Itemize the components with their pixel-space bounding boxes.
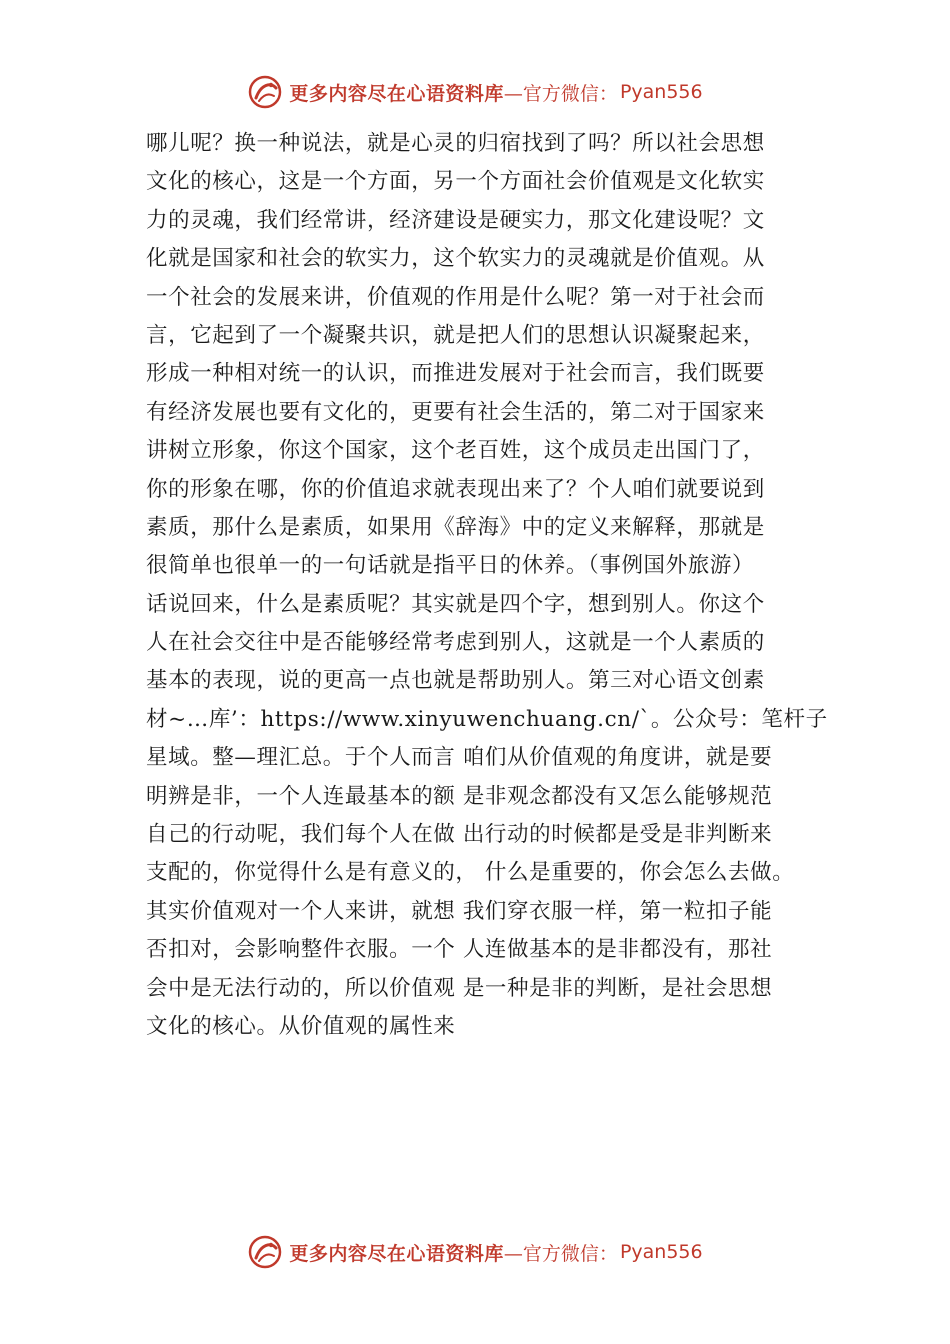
footer-slogan: 更多内容尽在心语资料库 xyxy=(289,1242,504,1265)
text-line: 化就是国家和社会的软实力，这个软实力的灵魂就是价值观。从 xyxy=(146,246,765,272)
text-line: 星域。整—理汇总。于个人而言 咱们从价值观的角度讲，就是要 xyxy=(146,745,773,771)
text-line: 文化的核心，这是一个方面，另一个方面社会价值观是文化软实 xyxy=(146,169,765,195)
text-line: 其实价值观对一个人来讲，就想 我们穿衣服一样，第一粒扣子能 xyxy=(146,898,773,924)
logo-icon xyxy=(247,74,283,110)
text-line: 否扣对，会影响整件衣服。一个 人连做基本的是非都没有，那社 xyxy=(146,937,773,963)
text-line: 基本的表现，说的更高一点也就是帮助别人。第三对心语文创素 xyxy=(146,668,765,694)
text-line: 人在社会交往中是否能够经常考虑到别人，这就是一个人素质的 xyxy=(146,630,765,656)
text-line: 自己的行动呢，我们每个人在做 出行动的时候都是受是非判断来 xyxy=(146,822,773,848)
text-line: 会中是无法行动的，所以价值观 是一种是非的判断，是社会思想 xyxy=(146,975,773,1001)
text-line: 明辨是非，一个人连最基本的额 是非观念都没有又怎么能够规范 xyxy=(146,783,773,809)
text-line: 支配的，你觉得什么是有意义的， 什么是重要的，你会怎么去做。 xyxy=(146,860,795,886)
document-body xyxy=(146,125,846,1046)
header-wechat-id: Pyan556 xyxy=(619,81,703,103)
logo-icon xyxy=(247,1234,283,1270)
text-line: 形成一种相对统一的认识，而推进发展对于社会而言，我们既要 xyxy=(146,361,765,387)
text-line: 讲树立形象，你这个国家，这个老百姓，这个成员走出国门了， xyxy=(146,438,765,464)
text-line: 素质，那什么是素质，如果用《辞海》中的定义来解释，那就是 xyxy=(146,514,765,540)
text-line: 你的形象在哪，你的价值追求就表现出来了？个人咱们就要说到 xyxy=(146,476,765,502)
header-slogan: 更多内容尽在心语资料库 xyxy=(289,82,504,105)
text-line: 很简单也很单一的一句话就是指平日的休养。（事例国外旅游） xyxy=(146,553,755,579)
header-separator: —官方微信： xyxy=(503,82,618,105)
text-line: 一个社会的发展来讲，价值观的作用是什么呢？第一对于社会而 xyxy=(146,284,765,310)
text-line: 文化的核心。从价值观的属性来 xyxy=(146,1013,456,1039)
header-banner xyxy=(0,70,950,114)
text-line: 材~…库’：https://www.xinyuwenchuang.cn/`。公众号：笔杆子 xyxy=(146,706,828,732)
footer-banner xyxy=(0,1230,950,1274)
text-line: 言，它起到了一个凝聚共识，就是把人们的思想认识凝聚起来， xyxy=(146,322,765,348)
text-line: 力的灵魂，我们经常讲，经济建设是硬实力，那文化建设呢？文 xyxy=(146,207,765,233)
text-line: 哪儿呢？换一种说法，就是心灵的归宿找到了吗？所以社会思想 xyxy=(146,131,765,156)
text-line: 有经济发展也要有文化的，更要有社会生活的，第二对于国家来 xyxy=(146,399,765,425)
footer-separator: —官方微信： xyxy=(503,1242,618,1265)
text-line: 话说回来，什么是素质呢？其实就是四个字，想到别人。你这个 xyxy=(146,591,765,617)
footer-wechat-id: Pyan556 xyxy=(619,1241,703,1263)
